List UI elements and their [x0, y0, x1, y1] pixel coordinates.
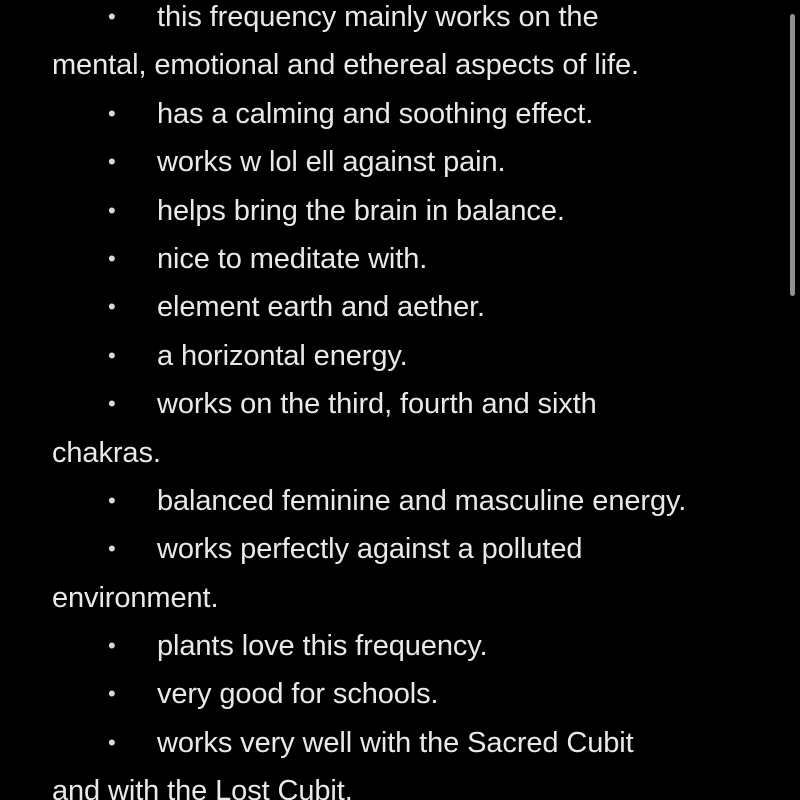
- list-item-continuation: [52, 767, 782, 800]
- vertical-scrollbar[interactable]: [790, 14, 795, 296]
- list-item-text: a horizontal energy.: [157, 339, 408, 372]
- list-item-text: helps bring the brain in balance.: [157, 194, 565, 227]
- bullet-icon: •: [108, 149, 116, 175]
- list-item: [52, 187, 782, 235]
- list-item: [52, 90, 782, 138]
- bullet-icon: •: [108, 633, 116, 659]
- list-item: [52, 235, 782, 283]
- note-body[interactable]: [52, 0, 782, 800]
- list-item: [52, 670, 782, 718]
- list-item-text: works on the third, fourth and sixth: [157, 388, 597, 421]
- list-item-continuation: [52, 41, 782, 89]
- list-item-text: nice to meditate with.: [157, 242, 428, 275]
- bullet-icon: •: [108, 391, 116, 417]
- list-item: [52, 0, 782, 41]
- bullet-icon: •: [108, 100, 116, 126]
- list-item: [52, 622, 782, 670]
- list-item: [52, 283, 782, 331]
- list-item: [52, 332, 782, 380]
- bullet-icon: •: [108, 245, 116, 271]
- list-item-text: plants love this frequency.: [157, 630, 488, 663]
- bullet-icon: •: [108, 487, 116, 513]
- bullet-icon: •: [108, 4, 116, 29]
- list-item: [52, 719, 782, 767]
- list-item-text: works very well with the Sacred Cubit: [157, 726, 634, 759]
- list-item-text: works w lol ell against pain.: [157, 146, 506, 179]
- list-item-text: balanced feminine and masculine energy.: [157, 484, 687, 517]
- list-item: [52, 138, 782, 186]
- bullet-icon: •: [108, 342, 116, 368]
- bullet-icon: •: [108, 197, 116, 223]
- list-item-text: works perfectly against a polluted: [157, 533, 583, 566]
- list-item-text: element earth and aether.: [157, 291, 486, 324]
- list-item-text: has a calming and soothing effect.: [157, 97, 594, 130]
- list-item-text: mental, emotional and ethereal aspects of life.: [52, 49, 639, 82]
- list-item-text: very good for schools.: [157, 678, 439, 711]
- list-item-text: chakras.: [52, 436, 161, 469]
- bullet-icon: •: [108, 681, 116, 707]
- list-item: [52, 477, 782, 525]
- list-item-text: environment.: [52, 581, 219, 614]
- list-item-text: this frequency mainly works on the: [157, 1, 599, 33]
- list-item: [52, 380, 782, 428]
- list-item-continuation: [52, 574, 782, 622]
- bullet-icon: •: [108, 536, 116, 562]
- list-item: [52, 525, 782, 573]
- list-item-text: and with the Lost Cubit.: [52, 775, 353, 800]
- bullet-icon: •: [108, 294, 116, 320]
- bullet-icon: •: [108, 729, 116, 755]
- list-item-continuation: [52, 429, 782, 477]
